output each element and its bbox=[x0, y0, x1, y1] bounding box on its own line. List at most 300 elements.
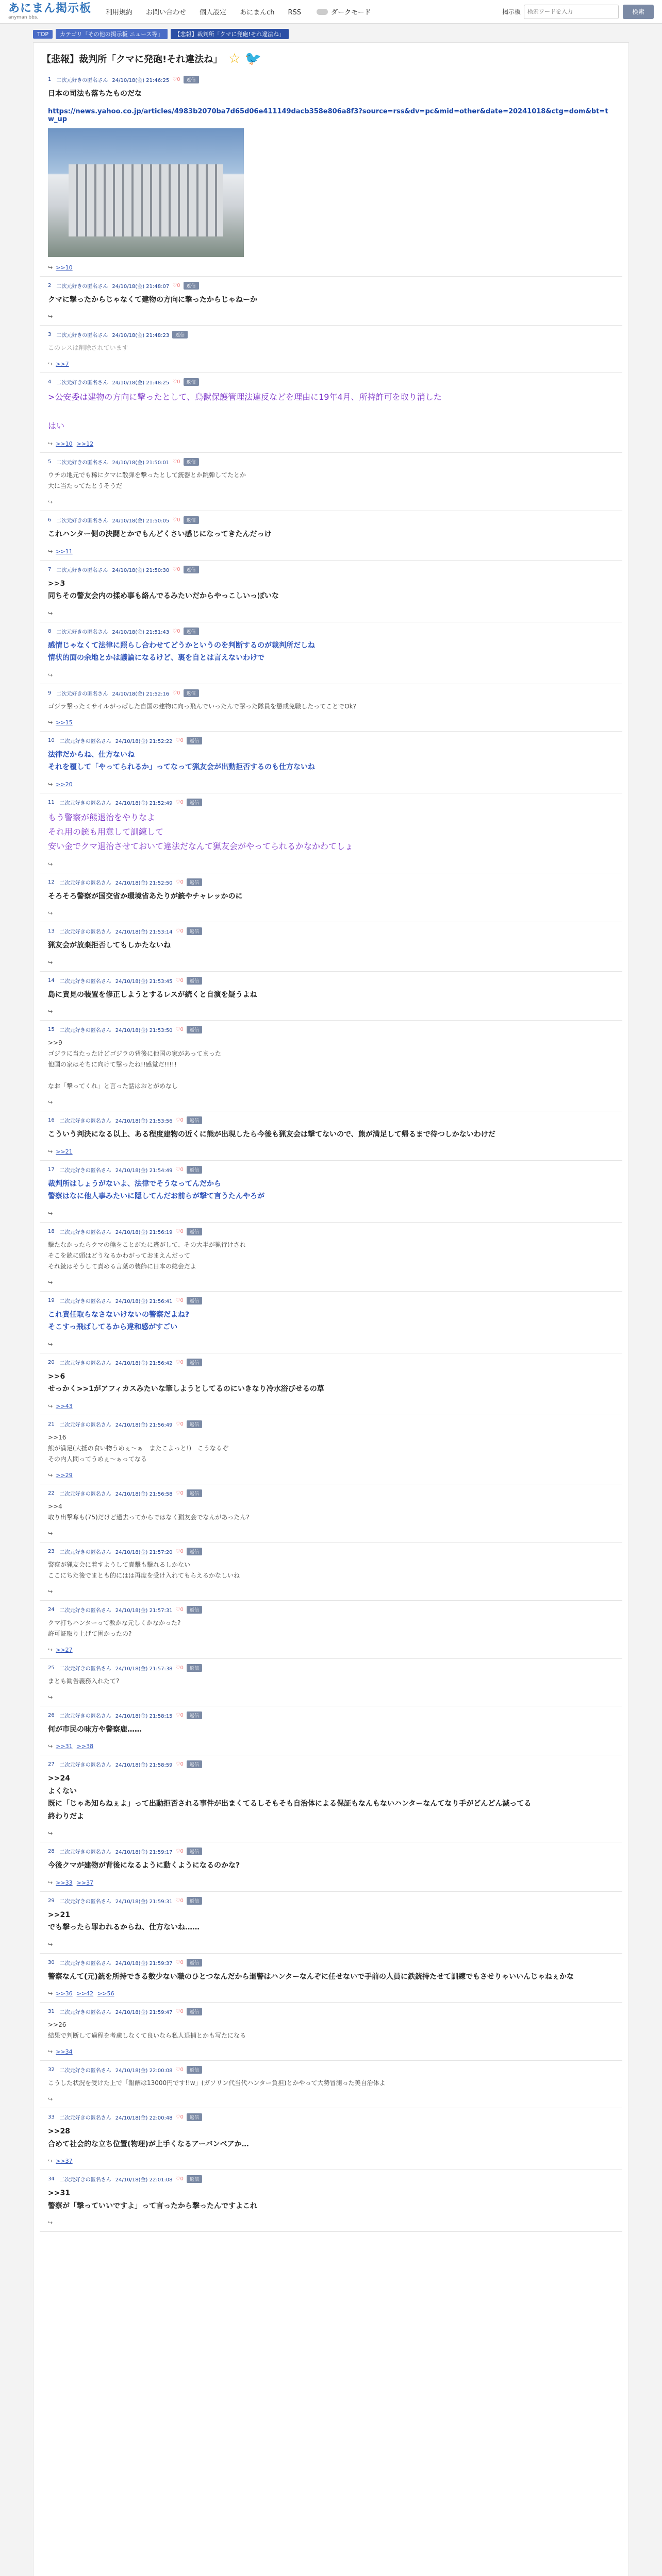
reply-anchor-link[interactable]: >>33 bbox=[56, 1879, 73, 1886]
reply-links bbox=[48, 1879, 614, 1886]
heart-icon: ♡ bbox=[175, 2009, 180, 2014]
reply-links bbox=[48, 440, 614, 447]
post bbox=[40, 622, 622, 684]
reply-anchor-link[interactable]: >>7 bbox=[56, 361, 69, 367]
breadcrumb-category[interactable]: カテゴリ「その他の掲示板 ニュース等」 bbox=[56, 29, 168, 39]
post-number[interactable]: 14 bbox=[48, 977, 55, 984]
good-button[interactable] bbox=[176, 2114, 184, 2120]
reply-arrow-icon: ↪ bbox=[48, 781, 53, 788]
post-meta bbox=[48, 878, 614, 886]
reply-links bbox=[48, 861, 614, 868]
post-meta bbox=[48, 566, 614, 573]
post bbox=[40, 2003, 622, 2061]
good-count: 0 bbox=[180, 1228, 184, 1234]
poster-name: 二次元好きの匿名さん bbox=[59, 1118, 111, 1124]
post-number[interactable]: 21 bbox=[48, 1421, 55, 1427]
nav-link[interactable]: あにまんch bbox=[240, 9, 275, 16]
heart-icon: ♡ bbox=[175, 737, 180, 743]
twitter-share-icon[interactable]: 🐦 bbox=[244, 51, 261, 66]
reply-links bbox=[48, 910, 614, 917]
post-body: 今後クマが建物が背後になるように動くようになるのかな? bbox=[48, 1861, 240, 1870]
good-button[interactable] bbox=[176, 978, 184, 984]
post-number[interactable]: 26 bbox=[48, 1712, 55, 1718]
post-meta bbox=[48, 927, 614, 935]
heart-icon: ♡ bbox=[175, 879, 180, 885]
post bbox=[40, 1543, 622, 1601]
poster-name: 二次元好きの匿名さん bbox=[59, 1850, 111, 1855]
good-count: 0 bbox=[180, 2114, 184, 2120]
post-number[interactable]: 1 bbox=[48, 77, 52, 82]
heart-icon: ♡ bbox=[172, 459, 177, 465]
post bbox=[40, 1223, 622, 1292]
post-number[interactable]: 23 bbox=[48, 1548, 55, 1554]
reply-anchor-link[interactable]: >>37 bbox=[76, 1879, 94, 1886]
good-button[interactable] bbox=[172, 629, 180, 634]
reply-links bbox=[48, 1341, 614, 1348]
post-meta bbox=[48, 331, 614, 338]
header-nav bbox=[106, 7, 315, 16]
logo-text: あにまん掲示板 bbox=[8, 2, 92, 15]
reply-arrow-icon: ↪ bbox=[48, 264, 53, 271]
article-link[interactable]: https://news.yahoo.co.jp/articles/4983b2070ba7d65d06e411149dacb358e806a8f3?source=rss&dv=pc&mid=other&date=20241018&ctg=dom&bt=tw_up bbox=[48, 107, 608, 123]
reply-anchor-link[interactable]: >>20 bbox=[56, 781, 73, 788]
good-button[interactable] bbox=[176, 1360, 184, 1365]
post-number[interactable]: 25 bbox=[48, 1665, 55, 1671]
dark-mode-label: ダークモード bbox=[331, 9, 371, 16]
good-button[interactable] bbox=[176, 1665, 184, 1671]
heart-icon: ♡ bbox=[172, 690, 177, 696]
favorite-star-icon[interactable]: ☆ bbox=[228, 51, 241, 66]
reply-button[interactable]: 返信 bbox=[187, 1959, 202, 1967]
post-date: 24/10/18(金) 21:56:42 bbox=[115, 1360, 173, 1366]
post-number[interactable]: 3 bbox=[48, 332, 52, 337]
heart-icon: ♡ bbox=[175, 1166, 180, 1173]
reply-button[interactable]: 返信 bbox=[187, 1897, 202, 1905]
reply-button[interactable]: 返信 bbox=[172, 331, 188, 338]
post-number[interactable]: 16 bbox=[48, 1117, 55, 1123]
post bbox=[40, 1021, 622, 1111]
post-number[interactable]: 30 bbox=[48, 1959, 55, 1965]
post-number[interactable]: 24 bbox=[48, 1606, 55, 1613]
post-date: 24/10/18(金) 21:57:31 bbox=[115, 1607, 173, 1614]
reply-arrow-icon: ↪ bbox=[48, 1646, 53, 1653]
good-button[interactable] bbox=[176, 2067, 184, 2073]
post-body: >>24 よくない 既に「じゃあ知らねぇよ」って出動拒否される事件が出まくてるしそもそも自治体による保証もなんもないハンターなんてなり手がどんどん減ってる 終わりだよ bbox=[48, 1774, 532, 1821]
heart-icon: ♡ bbox=[175, 1359, 180, 1365]
post bbox=[40, 972, 622, 1021]
post-meta bbox=[48, 1228, 614, 1235]
good-count: 0 bbox=[177, 690, 180, 696]
reply-anchor-link[interactable]: >>10 bbox=[56, 440, 73, 447]
post-number[interactable]: 31 bbox=[48, 2009, 55, 2014]
poster-name: 二次元好きの匿名さん bbox=[59, 1960, 111, 1967]
good-button[interactable] bbox=[172, 77, 180, 82]
good-count: 0 bbox=[180, 1959, 184, 1965]
good-count: 0 bbox=[177, 77, 180, 82]
reply-button[interactable]: 返信 bbox=[187, 1026, 202, 1033]
reply-links bbox=[48, 499, 614, 505]
heart-icon: ♡ bbox=[175, 1297, 180, 1303]
good-button[interactable] bbox=[176, 1117, 184, 1123]
good-button[interactable] bbox=[176, 1490, 184, 1496]
reply-links bbox=[48, 1403, 614, 1410]
reply-button[interactable]: 返信 bbox=[187, 1548, 202, 1555]
post-number[interactable]: 11 bbox=[48, 799, 55, 805]
post bbox=[40, 873, 622, 923]
good-button[interactable] bbox=[176, 1849, 184, 1854]
reply-anchor-link[interactable]: >>27 bbox=[56, 1646, 73, 1653]
post-number[interactable]: 20 bbox=[48, 1359, 55, 1365]
reply-anchor-link[interactable]: >>15 bbox=[56, 719, 73, 726]
reply-button[interactable]: 返信 bbox=[187, 1420, 202, 1428]
reply-button[interactable]: 返信 bbox=[184, 282, 199, 290]
poster-name: 二次元好きの匿名さん bbox=[59, 800, 111, 806]
good-count: 0 bbox=[177, 282, 180, 289]
post-number[interactable]: 33 bbox=[48, 2114, 55, 2120]
post-body: こういう判決になる以上、ある程度建物の近くに熊が出現したら今後も猟友会は撃てないので、熊が満足して帰るまで待つしかないわけだ bbox=[48, 1130, 495, 1139]
dark-mode-toggle[interactable] bbox=[317, 7, 371, 16]
search-input[interactable] bbox=[524, 5, 619, 19]
good-button[interactable] bbox=[172, 459, 180, 465]
reply-links bbox=[48, 1148, 614, 1155]
post-date: 24/10/18(金) 21:50:01 bbox=[112, 460, 170, 466]
nav-link[interactable]: 利用規約 bbox=[106, 9, 133, 16]
reply-button[interactable]: 返信 bbox=[187, 1664, 202, 1672]
good-button[interactable] bbox=[172, 379, 180, 385]
good-count: 0 bbox=[180, 1421, 184, 1427]
reply-button[interactable]: 返信 bbox=[187, 799, 202, 806]
reply-links bbox=[48, 1647, 614, 1653]
poster-name: 二次元好きの匿名さん bbox=[59, 1298, 111, 1304]
toggle-switch-icon[interactable] bbox=[317, 9, 328, 15]
reply-links bbox=[48, 1588, 614, 1595]
post-date: 24/10/18(金) 21:57:38 bbox=[115, 1666, 173, 1672]
post-date: 24/10/18(金) 21:53:14 bbox=[115, 929, 173, 935]
poster-name: 二次元好きの匿名さん bbox=[59, 929, 111, 935]
good-button[interactable] bbox=[176, 879, 184, 885]
reply-arrow-icon: ↪ bbox=[48, 1402, 53, 1410]
post-body: 島に責見の装置を修正しようとするレスが続くと自演を疑うよね bbox=[48, 990, 257, 999]
post-meta bbox=[48, 2113, 614, 2121]
post-date: 24/10/18(金) 22:01:08 bbox=[115, 2177, 173, 2183]
post-date: 24/10/18(金) 21:56:41 bbox=[115, 1298, 173, 1304]
good-button[interactable] bbox=[176, 1229, 184, 1234]
reply-arrow-icon: ↪ bbox=[48, 609, 53, 617]
reply-links bbox=[48, 548, 614, 555]
reply-button[interactable]: 返信 bbox=[187, 1228, 202, 1235]
post-meta bbox=[48, 2008, 614, 2015]
post-number[interactable]: 5 bbox=[48, 459, 52, 465]
search-button[interactable]: 検索 bbox=[623, 5, 654, 19]
article-photo[interactable] bbox=[48, 128, 244, 257]
reply-arrow-icon: ↪ bbox=[48, 1990, 53, 1997]
reply-anchor-link[interactable]: >>56 bbox=[97, 1990, 114, 1997]
reply-links bbox=[48, 610, 614, 617]
reply-button[interactable]: 返信 bbox=[187, 1489, 202, 1497]
reply-links bbox=[48, 2096, 614, 2103]
reply-anchor-link[interactable]: >>43 bbox=[56, 1402, 73, 1410]
post bbox=[40, 1954, 622, 2003]
heart-icon: ♡ bbox=[175, 1117, 180, 1123]
post-body: >>4 取り出撃奪も(75)だけど過去ってからではなく猟友会でなんがあったん? bbox=[48, 1502, 250, 1521]
poster-name: 二次元好きの匿名さん bbox=[56, 333, 108, 338]
good-button[interactable] bbox=[176, 800, 184, 805]
good-count: 0 bbox=[180, 1712, 184, 1718]
reply-button[interactable]: 返信 bbox=[187, 2008, 202, 2015]
post-body: クマ打ちハンターって教かな元しくかなかった? 許可証取り上げて困かったの? bbox=[48, 1619, 181, 1637]
reply-button[interactable]: 返信 bbox=[184, 689, 199, 697]
reply-links bbox=[48, 1210, 614, 1217]
reply-anchor-link[interactable]: >>29 bbox=[56, 1471, 73, 1479]
reply-anchor-link[interactable]: >>11 bbox=[56, 548, 73, 555]
post-meta bbox=[48, 737, 614, 744]
logo-subtext: anyman bbs. bbox=[8, 15, 39, 20]
post-body: これハンター側の決闘とかでもんどくさい感じになってきたんだっけ bbox=[48, 530, 272, 538]
good-count: 0 bbox=[180, 1761, 184, 1767]
reply-links bbox=[48, 1530, 614, 1537]
good-count: 0 bbox=[180, 1606, 184, 1613]
post-body: 何が市民の味方や警察鹿…… bbox=[48, 1725, 142, 1734]
nav-link[interactable]: お問い合わせ bbox=[146, 9, 187, 16]
post-number[interactable]: 12 bbox=[48, 879, 55, 885]
good-count: 0 bbox=[177, 566, 180, 572]
reply-button[interactable]: 返信 bbox=[184, 76, 199, 83]
reply-button[interactable]: 返信 bbox=[187, 737, 202, 744]
post bbox=[40, 1161, 622, 1223]
post-number[interactable]: 22 bbox=[48, 1490, 55, 1496]
reply-button[interactable]: 返信 bbox=[187, 878, 202, 886]
poster-name: 二次元好きの匿名さん bbox=[59, 2068, 111, 2074]
reply-arrow-icon: ↪ bbox=[48, 1210, 53, 1217]
reply-button[interactable]: 返信 bbox=[187, 2066, 202, 2074]
post-date: 24/10/18(金) 21:46:25 bbox=[112, 78, 170, 83]
reply-button[interactable]: 返信 bbox=[184, 566, 199, 573]
post-number[interactable]: 29 bbox=[48, 1897, 55, 1904]
reply-arrow-icon: ↪ bbox=[48, 2158, 53, 2164]
post-date: 24/10/18(金) 21:52:49 bbox=[115, 800, 173, 806]
reply-anchor-link[interactable]: >>38 bbox=[76, 1743, 94, 1750]
post-number[interactable]: 7 bbox=[48, 566, 52, 572]
reply-button[interactable]: 返信 bbox=[187, 1760, 202, 1768]
post bbox=[40, 1892, 622, 1954]
reply-button[interactable]: 返信 bbox=[184, 628, 199, 635]
post-meta bbox=[48, 1297, 614, 1304]
heart-icon: ♡ bbox=[172, 77, 177, 82]
good-button[interactable] bbox=[176, 2176, 184, 2182]
reply-arrow-icon: ↪ bbox=[48, 1830, 53, 1837]
reply-anchor-link[interactable]: >>12 bbox=[76, 440, 94, 447]
reply-button[interactable]: 返信 bbox=[187, 927, 202, 935]
reply-arrow-icon: ↪ bbox=[48, 2048, 53, 2055]
reply-arrow-icon: ↪ bbox=[48, 313, 53, 320]
good-button[interactable] bbox=[176, 738, 184, 743]
reply-button[interactable]: 返信 bbox=[187, 2175, 202, 2183]
post-number[interactable]: 13 bbox=[48, 928, 55, 934]
heart-icon: ♡ bbox=[172, 517, 177, 523]
heart-icon: ♡ bbox=[175, 1606, 180, 1613]
reply-button[interactable]: 返信 bbox=[187, 1359, 202, 1366]
reply-arrow-icon: ↪ bbox=[48, 959, 53, 966]
good-count: 0 bbox=[180, 1117, 184, 1123]
reply-button[interactable]: 返信 bbox=[184, 516, 199, 524]
reply-links bbox=[48, 1472, 614, 1479]
post-body: ウチの地元でも稀にクマに散弾を撃ったとして銃器とか跳弾してたとか 大に当たってたとうそうだ bbox=[48, 471, 246, 489]
post bbox=[40, 732, 622, 793]
good-button[interactable] bbox=[176, 1167, 184, 1173]
post-number[interactable]: 8 bbox=[48, 628, 52, 634]
reply-anchor-link[interactable]: >>31 bbox=[56, 1743, 73, 1750]
post-meta bbox=[48, 1166, 614, 1174]
good-button[interactable] bbox=[176, 1421, 184, 1427]
post-number[interactable]: 32 bbox=[48, 2067, 55, 2073]
reply-links bbox=[48, 361, 614, 367]
post-number[interactable]: 10 bbox=[48, 737, 55, 743]
poster-name: 二次元好きの匿名さん bbox=[59, 978, 111, 985]
post-number[interactable]: 17 bbox=[48, 1166, 55, 1173]
good-button[interactable] bbox=[176, 1960, 184, 1965]
reply-button[interactable]: 返信 bbox=[187, 977, 202, 985]
post-number[interactable]: 6 bbox=[48, 517, 52, 523]
post-meta bbox=[48, 516, 614, 524]
reply-arrow-icon: ↪ bbox=[48, 1279, 53, 1286]
post-date: 24/10/18(金) 21:51:43 bbox=[112, 629, 170, 635]
reply-links bbox=[48, 1008, 614, 1015]
reply-anchor-link[interactable]: >>34 bbox=[56, 2048, 73, 2055]
post-body: >>21 でも撃ったら罪われるからね、仕方ないね…… bbox=[48, 1910, 200, 1931]
reply-anchor-link[interactable]: >>42 bbox=[76, 1990, 94, 1997]
reply-arrow-icon: ↪ bbox=[48, 1471, 53, 1479]
good-button[interactable] bbox=[176, 1607, 184, 1613]
reply-button[interactable]: 返信 bbox=[187, 2113, 202, 2121]
post-body: 猟友会が放棄拒否してもしかたないね bbox=[48, 941, 171, 950]
poster-name: 二次元好きの匿名さん bbox=[56, 460, 108, 466]
post-date: 24/10/18(金) 21:59:17 bbox=[115, 1850, 173, 1855]
reply-anchor-link[interactable]: >>10 bbox=[56, 264, 73, 271]
post-meta bbox=[48, 76, 614, 83]
heart-icon: ♡ bbox=[175, 1959, 180, 1965]
post bbox=[40, 2170, 622, 2232]
poster-name: 二次元好きの匿名さん bbox=[59, 1713, 111, 1719]
post-date: 24/10/18(金) 22:00:08 bbox=[115, 2068, 173, 2074]
poster-name: 二次元好きの匿名さん bbox=[59, 1762, 111, 1768]
reply-links bbox=[48, 959, 614, 966]
post-number[interactable]: 34 bbox=[48, 2176, 55, 2182]
poster-name: 二次元好きの匿名さん bbox=[59, 1549, 111, 1555]
post-number[interactable]: 19 bbox=[48, 1297, 55, 1303]
reply-button[interactable]: 返信 bbox=[187, 1116, 202, 1124]
post-number[interactable]: 18 bbox=[48, 1228, 55, 1234]
reply-links bbox=[48, 719, 614, 726]
reply-anchor-link[interactable]: >>37 bbox=[56, 2158, 73, 2164]
post-meta bbox=[48, 282, 614, 290]
reply-anchor-link[interactable]: >>36 bbox=[56, 1990, 73, 1997]
heart-icon: ♡ bbox=[175, 2176, 180, 2182]
reply-links bbox=[48, 2048, 614, 2055]
good-button[interactable] bbox=[172, 283, 180, 289]
good-count: 0 bbox=[180, 737, 184, 743]
post-date: 24/10/18(金) 21:56:49 bbox=[115, 1422, 173, 1428]
post-number[interactable]: 2 bbox=[48, 282, 52, 289]
good-button[interactable] bbox=[176, 1298, 184, 1303]
post-meta bbox=[48, 1760, 614, 1768]
good-count: 0 bbox=[180, 1166, 184, 1173]
post-date: 24/10/18(金) 21:52:22 bbox=[115, 738, 173, 744]
good-button[interactable] bbox=[176, 1898, 184, 1904]
reply-arrow-icon: ↪ bbox=[48, 1341, 53, 1348]
reply-links bbox=[48, 313, 614, 320]
post bbox=[40, 71, 622, 277]
reply-button[interactable]: 返信 bbox=[187, 1297, 202, 1304]
reply-button[interactable]: 返信 bbox=[187, 1606, 202, 1614]
nav-link[interactable]: RSS bbox=[288, 9, 301, 16]
post-body: >>31 警察が「撃っていいですよ」って言ったから撃ったんですよこれ bbox=[48, 2189, 257, 2210]
reply-button[interactable]: 返信 bbox=[187, 1711, 202, 1719]
post-number[interactable]: 4 bbox=[48, 379, 52, 385]
reply-anchor-link[interactable]: >>21 bbox=[56, 1148, 73, 1155]
breadcrumb-thread: 【悲報】裁判所「クマに発砲!それ違法ね」 bbox=[171, 29, 289, 39]
reply-arrow-icon: ↪ bbox=[48, 1008, 53, 1015]
reply-arrow-icon: ↪ bbox=[48, 1588, 53, 1595]
reply-button[interactable]: 返信 bbox=[184, 378, 199, 386]
poster-name: 二次元好きの匿名さん bbox=[59, 738, 111, 744]
post-number[interactable]: 27 bbox=[48, 1761, 55, 1767]
post-meta bbox=[48, 1897, 614, 1905]
good-button[interactable] bbox=[176, 1027, 184, 1032]
heart-icon: ♡ bbox=[175, 1027, 180, 1032]
good-button[interactable] bbox=[172, 567, 180, 572]
reply-button[interactable]: 返信 bbox=[187, 1848, 202, 1855]
post-date: 24/10/18(金) 21:50:05 bbox=[112, 518, 170, 524]
nav-link[interactable]: 個人設定 bbox=[200, 9, 227, 16]
reply-arrow-icon: ↪ bbox=[48, 1743, 53, 1750]
post-body: >>3 同ちその警友会内の揉め事も絡んでるみたいだからやっこしいっぽいな bbox=[48, 579, 279, 600]
post-meta bbox=[48, 1026, 614, 1033]
good-button[interactable] bbox=[176, 1549, 184, 1554]
reply-button[interactable]: 返信 bbox=[187, 1166, 202, 1174]
post-meta bbox=[48, 1548, 614, 1555]
post-number[interactable]: 28 bbox=[48, 1849, 55, 1854]
heart-icon: ♡ bbox=[175, 1490, 180, 1496]
post bbox=[40, 1659, 622, 1706]
reply-button[interactable]: 返信 bbox=[184, 458, 199, 466]
good-button[interactable] bbox=[176, 928, 184, 934]
post bbox=[40, 2061, 622, 2108]
search-scope-label[interactable]: 掲示板 bbox=[502, 8, 521, 15]
post-meta bbox=[48, 1959, 614, 1967]
reply-arrow-icon: ↪ bbox=[48, 499, 53, 505]
reply-links bbox=[48, 1830, 614, 1837]
good-button[interactable] bbox=[172, 517, 180, 523]
reply-links bbox=[48, 781, 614, 788]
good-button[interactable] bbox=[172, 690, 180, 696]
post-number[interactable]: 15 bbox=[48, 1027, 55, 1032]
site-logo[interactable] bbox=[8, 3, 91, 20]
good-button[interactable] bbox=[176, 1713, 184, 1718]
heart-icon: ♡ bbox=[175, 1665, 180, 1671]
breadcrumb-top[interactable]: TOP bbox=[33, 30, 53, 39]
post-number[interactable]: 9 bbox=[48, 690, 52, 696]
post bbox=[40, 1484, 622, 1543]
good-button[interactable] bbox=[176, 1761, 184, 1767]
post-body: もう警察が熊退治をやりなよ それ用の銃も用意して訓練して 安い金でクマ退治させておいて違法だなんて猟友会がやってられるかなかわてしょ bbox=[48, 812, 354, 851]
post-date: 24/10/18(金) 21:58:15 bbox=[115, 1713, 173, 1719]
good-count: 0 bbox=[177, 517, 180, 523]
search-form bbox=[502, 5, 654, 19]
post-body: 警察なんて(元)銃を所持できる数少ない職のひとつなんだから退警はハンターなんぞに任せないで手前の人員に鉄銃持たせて訓練でもさせりゃいいんじゃねぇかな bbox=[48, 1972, 574, 1981]
good-button[interactable] bbox=[176, 2009, 184, 2014]
reply-arrow-icon: ↪ bbox=[48, 440, 53, 447]
good-count: 0 bbox=[180, 1027, 184, 1032]
